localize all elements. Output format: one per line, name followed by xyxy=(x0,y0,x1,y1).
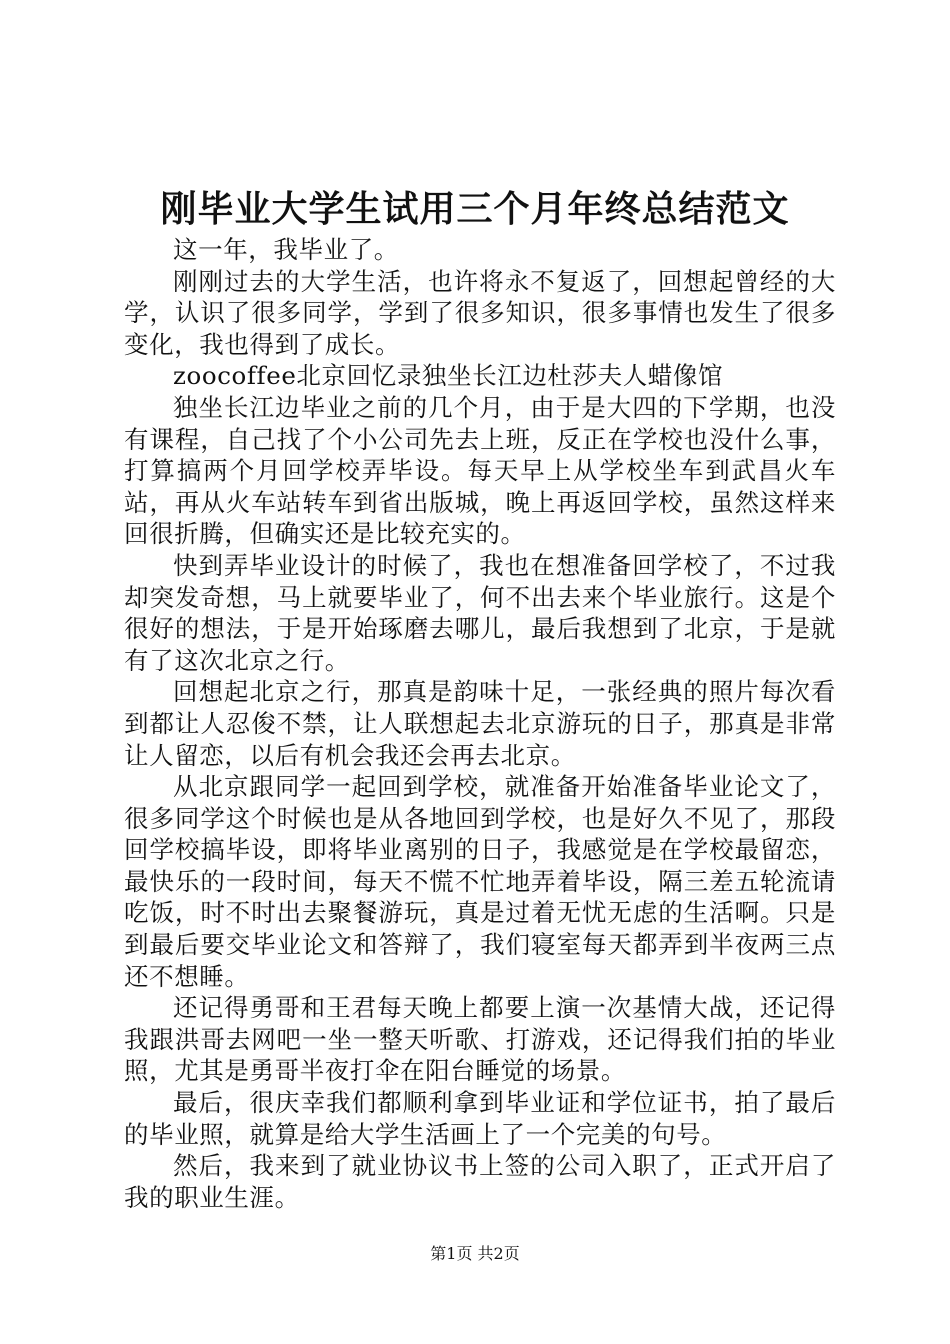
paragraph: zoocoffee北京回忆录独坐长江边杜莎夫人蜡像馆 xyxy=(173,361,724,391)
page-footer xyxy=(0,1242,950,1266)
paragraph: 回想起北京之行，那真是韵味十足，一张经典的照片每次看到都让人忍俊不禁，让人联想起去北京游玩的日子，那真是非常让人留恋，以后有机会我还会再去北京。 xyxy=(124,677,836,770)
page-indicator: 第1页 共2页 xyxy=(430,1244,520,1263)
paragraph: 然后，我来到了就业协议书上签的公司入职了，正式开启了我的职业生涯。 xyxy=(124,1151,836,1212)
paragraph: 从北京跟同学一起回到学校，就准备开始准备毕业论文了，很多同学这个时候也是从各地回到学校，也是好久不见了，那段回学校搞毕设，即将毕业离别的日子，我感觉是在学校最留恋，最快乐的一段时间，每天不慌不忙地弄着毕设，隔三差五轮流请吃饭，时不时出去聚餐游玩，真是过着无忧无虑的生活啊。只是到最后要交毕业论文和答辩了，我们寝室每天都弄到半夜两三点还不想睡。 xyxy=(124,772,836,991)
paragraph: 快到弄毕业设计的时候了，我也在想准备回学校了，不过我却突发奇想，马上就要毕业了，何不出去来个毕业旅行。这是个很好的想法，于是开始琢磨去哪儿，最后我想到了北京，于是就有了这次北京之行。 xyxy=(124,550,836,675)
paragraph: 最后，很庆幸我们都顺利拿到毕业证和学位证书，拍了最后的毕业照，就算是给大学生活画上了一个完美的句号。 xyxy=(124,1088,836,1149)
document-title: 刚毕业大学生试用三个月年终总结范文 xyxy=(160,188,790,230)
paragraph: 独坐长江边毕业之前的几个月，由于是大四的下学期，也没有课程，自己找了个小公司先去上班，反正在学校也没什么事，打算搞两个月回学校弄毕设。每天早上从学校坐车到武昌火车站，再从火车站转车到省出版城，晚上再返回学校，虽然这样来回很折腾，但确实还是比较充实的。 xyxy=(124,392,836,549)
paragraph: 这一年，我毕业了。 xyxy=(173,235,399,264)
paragraph: 还记得勇哥和王君每天晚上都要上演一次基情大战，还记得我跟洪哥去网吧一坐一整天听歌、打游戏，还记得我们拍的毕业照，尤其是勇哥半夜打伞在阳台睡觉的场景。 xyxy=(124,993,836,1086)
document-body xyxy=(124,234,836,1213)
paragraph: 刚刚过去的大学生活，也许将永不复返了，回想起曾经的大学，认识了很多同学，学到了很多知识，很多事情也发生了很多变化，我也得到了成长。 xyxy=(124,266,836,359)
